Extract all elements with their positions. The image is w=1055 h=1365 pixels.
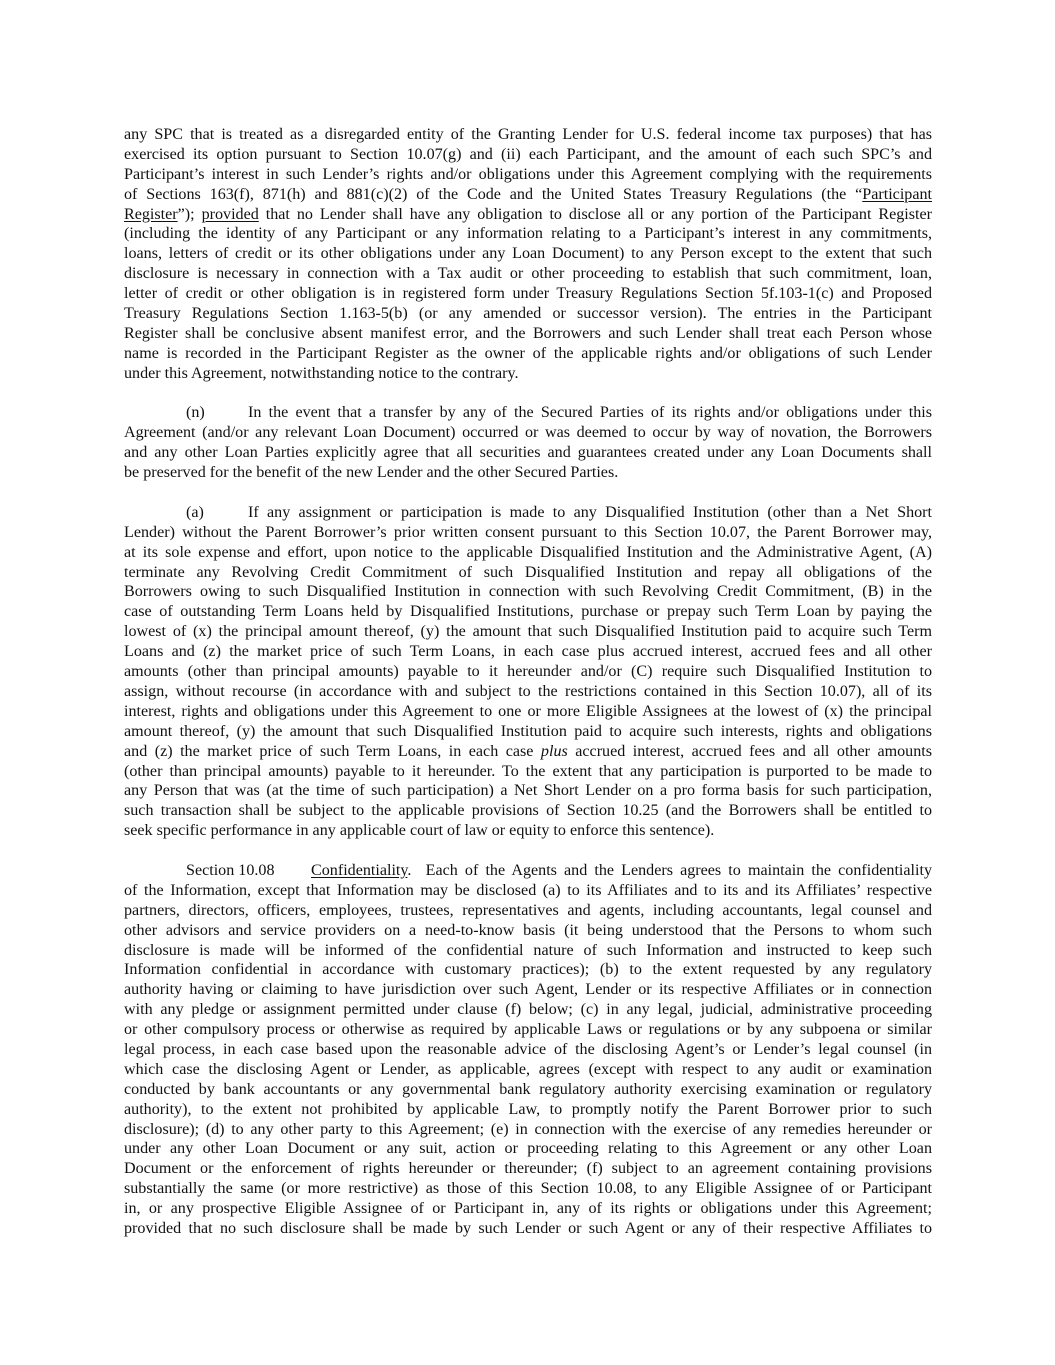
text-line: loans, letters of credit or its other obligations under any Loan Document) to any Person except to the extent that such: [124, 245, 932, 263]
text-line: (other than principal amounts) payable to it hereunder. To the extent that any participation is purported to be made to: [124, 762, 932, 780]
section-number: Section 10.08: [186, 861, 275, 879]
text-line: assign, without recourse (in accordance with and subject to the restrictions contained in this Section 10.07), all of its: [124, 682, 932, 700]
proviso-provided: provided: [201, 205, 259, 223]
text-line: be preserved for the benefit of the new Lender and the other Secured Parties.: [124, 464, 619, 482]
text-segment: . Each of the Agents and the Lenders agrees to maintain the confidentiality: [407, 861, 932, 879]
text-line: such transaction shall be subject to the applicable provisions of Section 10.25 (and the Borrowers shall be entitled to: [124, 802, 932, 820]
text-line: Information confidential in accordance with customary practices); (b) to the extent requested by any regulatory: [124, 961, 932, 979]
text-segment: and (z) the market price of such Term Loans, in each case: [124, 742, 541, 760]
text-line: disclosure is made will be informed of the confidential nature of such Information and instructed to keep such: [124, 941, 932, 959]
text-line: legal process, in each case based upon the reasonable advice of the disclosing Agent’s or Lender’s legal counsel (in: [124, 1040, 932, 1058]
text-segment: of Sections 163(f), 871(h) and 881(c)(2) of the Code and the United States Treasury Regulations (the “: [124, 185, 863, 203]
section-heading: Confidentiality: [311, 861, 408, 879]
text-segment: accrued interest, accrued fees and all other amounts: [567, 742, 932, 760]
text-line: which case the disclosing Agent or Lender, as applicable, agrees (except with respect to any audit or examination: [124, 1060, 932, 1078]
text-line: at its sole expense and effort, upon notice to the applicable Disqualified Institution and the Administrative Agent, (A): [124, 543, 932, 561]
text-line: exercised its option pursuant to Section 10.07(g) and (ii) each Participant, and the amount of each such SPC’s and: [124, 145, 932, 163]
text-line: Borrowers owing to such Disqualified Institution in connection with such Revolving Credit Commitment, (B) in the: [124, 583, 932, 601]
text-line: any SPC that is treated as a disregarded entity of the Granting Lender for U.S. federal income tax purposes) that has: [124, 126, 932, 143]
text-line: [124, 205, 932, 225]
text-segment: In the event that a transfer by any of the Secured Parties of its rights and/or obligations under this: [248, 404, 932, 422]
text-line: or other compulsory process or otherwise as required by applicable Laws or regulations or by any subpoena or similar: [124, 1021, 932, 1039]
text-line: [124, 403, 932, 423]
text-line: [124, 742, 932, 762]
text-line: case of outstanding Term Loans held by Disqualified Institutions, purchase or prepay such Term Loan by paying the: [124, 603, 932, 621]
text-line: Document or the enforcement of rights hereunder or thereunder; (f) subject to an agreement containing provisions: [124, 1160, 932, 1178]
text-line: amount thereof, (y) the amount that such Disqualified Institution paid to acquire such interests, rights and obligations: [124, 722, 932, 740]
text-line: other advisors and service providers on a need-to-know basis (it being understood that the Persons to whom such: [124, 921, 932, 939]
text-line: lowest of (x) the principal amount thereof, (y) the amount that such Disqualified Institution paid to acquire such Term: [124, 623, 932, 641]
text-segment: ”);: [177, 205, 202, 223]
text-line: Agreement (and/or any relevant Loan Document) occurred or was deemed to occur by way of novation, the Borrowers: [124, 424, 932, 442]
text-line: partners, directors, officers, employees, trustees, representatives and agents, including accountants, legal counsel and: [124, 901, 932, 919]
text-line: [124, 861, 932, 881]
document-page: [124, 125, 932, 1259]
text-line: disclosure); (d) to any other party to this Agreement; (e) in connection with the exercise of any remedies hereunder or: [124, 1120, 932, 1138]
section-10-08: [124, 861, 932, 1239]
text-line: Treasury Regulations Section 1.163-5(b) (or any amended or successor version). The entries in the Participant: [124, 305, 932, 323]
clause-label: (a): [186, 503, 204, 521]
text-line: provided that no such disclosure shall be made by such Lender or such Agent or any of their respective Affiliates to: [124, 1219, 932, 1237]
text-line: authority), to the extent not prohibited by applicable Law, to promptly notify the Parent Borrower prior to such: [124, 1100, 932, 1118]
text-line: substantially the same (or more restrictive) as those of this Section 10.08, to any Eligible Assignee of or Participant: [124, 1180, 932, 1198]
text-line: amounts (other than principal amounts) payable to it hereunder and/or (C) require such Disqualified Institution to: [124, 663, 932, 681]
paragraph-participant-register: [124, 125, 932, 384]
text-segment: If any assignment or participation is made to any Disqualified Institution (other than a Net Short: [248, 503, 932, 521]
text-line: with any pledge or assignment permitted under clause (f) below; (c) in any legal, judicial, administrative proceeding: [124, 1001, 932, 1019]
text-line: authority having or claiming to have jurisdiction over such Agent, Lender or its respective Affiliates or in connection: [124, 981, 932, 999]
text-line: [124, 503, 932, 523]
text-line: Lender) without the Parent Borrower’s prior written consent pursuant to this Section 10.07, the Parent Borrower may,: [124, 523, 932, 541]
text-line: seek specific performance in any applicable court of law or equity to enforce this sentence).: [124, 822, 715, 840]
text-line: disclosure is necessary in connection with a Tax audit or other proceeding to establish that such commitment, loan,: [124, 265, 932, 283]
text-line: name is recorded in the Participant Register as the owner of the applicable rights and/or obligations of such Lender: [124, 344, 932, 362]
clause-label: (n): [186, 404, 205, 422]
text-line: Register shall be conclusive absent manifest error, and the Borrowers and such Lender shall treat each Person whose: [124, 324, 932, 342]
text-line: [124, 185, 932, 205]
text-line: under any other Loan Document or any suit, action or proceeding relating to this Agreement or any other Loan: [124, 1140, 932, 1158]
text-line: and any other Loan Parties explicitly agree that all securities and guarantees created under any Loan Documents shall: [124, 444, 932, 462]
text-segment: that no Lender shall have any obligation to disclose all or any portion of the Participant Register: [258, 205, 932, 223]
text-line: of the Information, except that Information may be disclosed (a) to its Affiliates and to its and its Affiliates’ respective: [124, 881, 932, 899]
text-line: letter of credit or other obligation is in registered form under Treasury Regulations Section 5f.103-1(c) and Proposed: [124, 285, 932, 303]
clause-n: [124, 403, 932, 483]
text-line: in, or any prospective Eligible Assignee of or Participant in, any of its rights or obligations under this Agreement;: [124, 1200, 932, 1218]
text-line: under this Agreement, notwithstanding notice to the contrary.: [124, 364, 519, 382]
text-line: Loans and (z) the market price of such Term Loans, in each case plus accrued interest, accrued fees and all other: [124, 643, 932, 661]
defined-term-register: Register: [124, 205, 178, 223]
clause-a: [124, 503, 932, 841]
text-line: conducted by bank accountants or any governmental bank regulatory authority exercising examination or regulatory: [124, 1080, 932, 1098]
text-line: interest, rights and obligations under this Agreement to one or more Eligible Assignees at the lowest of (x) the principal: [124, 702, 932, 720]
italic-plus: plus: [540, 742, 568, 760]
text-line: (including the identity of any Participant or any information relating to a Participant’s interest in any commitments,: [124, 225, 932, 243]
defined-term-participant: Participant: [862, 185, 932, 203]
text-line: any Person that was (at the time of such participation) a Net Short Lender on a pro forma basis for such participation,: [124, 782, 932, 800]
text-line: Participant’s interest in such Lender’s rights and/or obligations under this Agreement complying with the requirements: [124, 165, 932, 183]
text-line: terminate any Revolving Credit Commitment of such Disqualified Institution and repay all obligations of the: [124, 563, 932, 581]
